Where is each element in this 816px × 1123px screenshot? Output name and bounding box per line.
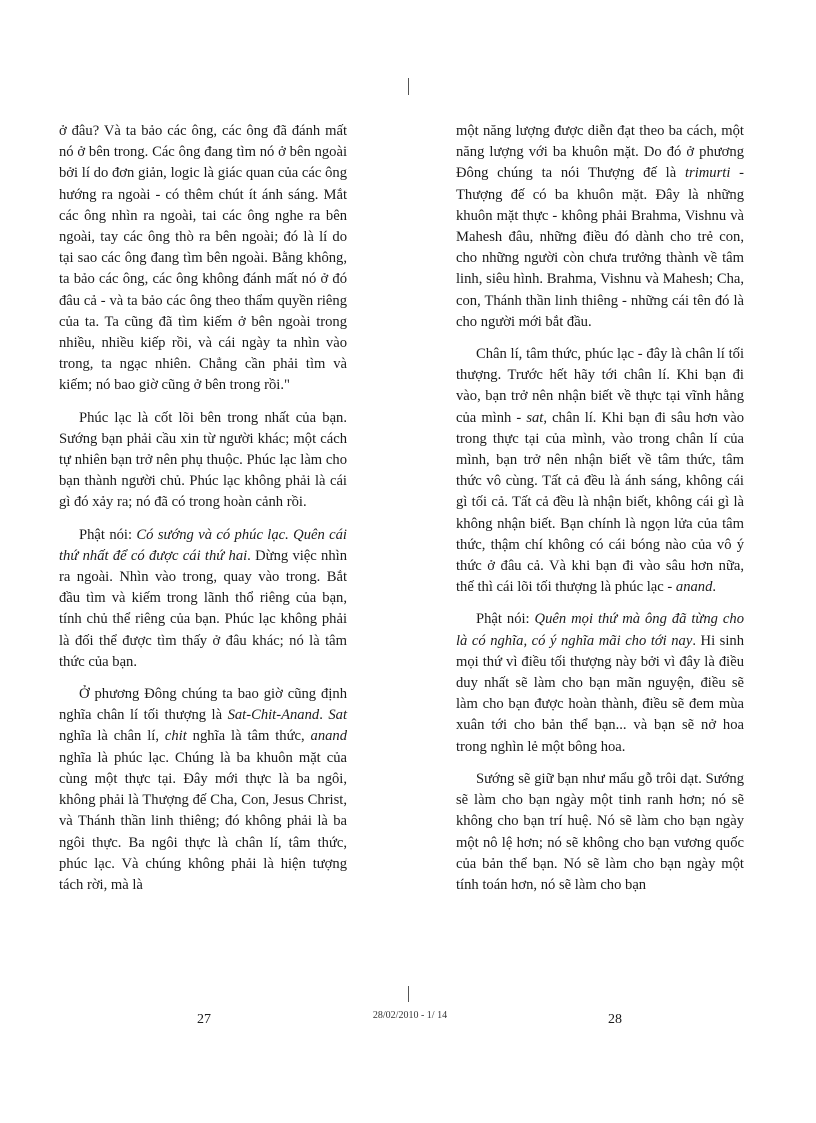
text-run: , chân lí. Khi bạn đi sâu hơn vào trong thực tại của mình, vào trong chân lí của mình, bạn trở nên nhận biết về tâm thức, tâm thức vô cùng. Tất cả đều là ánh sáng, không cái gì tối cả. Tất cả đều là nhận biết, không cái gì là không nhận biết. Bạn chính là ngọn lửa của tâm thức, thậm chí không có cái bóng nào của vô ý thức ở đâu cả. Và khi bạn đi vào sâu hơn nữa, thế thì cái lõi tối thượng là phúc lạc -: [456, 409, 745, 596]
left-page-text: [59, 121, 347, 907]
paragraph: [59, 525, 347, 673]
italic-quote: Quên mọi thứ mà ông đã từng cho là có nghĩa, có ý nghĩa mãi cho tới nay: [456, 611, 744, 649]
paragraph: ở đâu? Và ta bảo các ông, các ông đã đánh mất nó ở bên trong. Các ông đang tìm nó ở bên ngoài bởi lí do đơn giản, logic là giác quan của các ông hướng ra ngoài - có thêm chút ít ánh sáng. Mắt các ông nhìn ra ngoài, tai các ông nghe ra bên ngoài, tay các ông thò ra bên ngoài; đó là lí do tại sao các ông đang tìm bên ngoài. Bằng không, ta bảo các ông, các ông không đánh mất nó ở đó đâu cả - và ta bảo các ông theo thẩm quyền riêng của ta. Ta cũng đã tìm kiếm ở bên ngoài trong nhiều, nhiều kiếp rồi, và cái ngày ta nhìn vào trong, ta ngạc nhiên. Chẳng cần phải tìm và kiếm; nó bao giờ cũng ở bên trong rồi.": [59, 123, 347, 394]
italic-term: sat: [526, 409, 544, 426]
text-run: .: [319, 707, 329, 724]
paragraph: Phúc lạc là cốt lõi bên trong nhất của bạn. Sướng bạn phải cầu xin từ người khác; một cách tự nhiên bạn trở nên phụ thuộc. Phúc lạc làm cho bạn thành người chủ. Phúc lạc không phải là cái gì đó xảy ra; nó đã có trong hoàn cảnh rồi.: [59, 409, 347, 511]
italic-term: Sat: [328, 707, 348, 724]
text-run: Phật nói:: [79, 526, 137, 543]
italic-term: Sat-Chit-Anand: [227, 707, 320, 724]
text-run: Ở phương Đông chúng ta bao giờ cũng định nghĩa chân lí tối thượng là: [59, 686, 347, 724]
paragraph: [456, 344, 744, 598]
paragraph: Sướng sẽ giữ bạn như mẩu gỗ trôi dạt. Sướng sẽ làm cho bạn ngày một tinh ranh hơn; nó sẽ không cho bạn trí huệ. Nó sẽ làm cho bạn ngày một nô lệ hơn; nó sẽ không cho bạn vương quốc của bản thể bạn. Nó sẽ làm cho bạn ngày một tính toán hơn, nó sẽ làm cho bạn: [456, 770, 744, 893]
italic-term: anand: [310, 728, 348, 745]
italic-term: chit: [164, 728, 187, 745]
text-run: nghĩa là chân lí,: [59, 728, 165, 745]
text-run: .: [712, 579, 717, 596]
center-fold-mark-bottom: [408, 986, 409, 1002]
right-page-text: [456, 121, 744, 907]
paragraph: [456, 121, 744, 333]
page-number-right: 28: [608, 1012, 622, 1027]
text-run: một năng lượng được diễn đạt theo ba cách, một năng lượng với ba khuôn mặt. Do đó ở phương Đông chúng ta nói Thượng đế là: [456, 123, 744, 182]
text-run: . Hi sinh mọi thứ vì điều tối thượng này bởi vì đây là điều duy nhất sẽ làm cho bạn mãn nguyện, điều sẽ làm cho bạn được hoàn thành, điều sẽ đem mùa xuân tới cho bản thể bạn... và bạn sẽ nở hoa trong nghìn lẻ một bông hoa.: [456, 632, 745, 755]
text-run: - Thượng đế có ba khuôn mặt. Đây là những khuôn mặt thực - không phải Brahma, Vishnu và Mahesh đâu, những điều đó dành cho trẻ con, cho những người còn chưa trưởng thành về tâm linh, siêu hình. Brahma, Vishnu và Mahesh; Cha, con, Thánh thần linh thiêng - những cái tên đó là cho người mới bắt đầu.: [456, 165, 744, 330]
text-run: nghĩa là phúc lạc. Chúng là ba khuôn mặt của cùng một thực tại. Đây mới thực là ba ngôi, không phải là Thượng đế Cha, Con, Jesus Christ, và Thánh thần linh thiêng; đó không phải là ba ngôi thực. Ba ngôi thực là chân lí, tâm thức, phúc lạc. Và chúng không phải là hiện tượng tách rời, mà là: [59, 749, 347, 893]
italic-term: anand: [675, 579, 713, 596]
paragraph: [456, 609, 744, 757]
italic-term: trimurti: [684, 165, 731, 182]
page-number-left: 27: [197, 1012, 211, 1027]
text-run: nghĩa là tâm thức,: [186, 728, 311, 745]
date-stamp: 28/02/2010 - 1/ 14: [372, 1010, 448, 1021]
center-fold-mark-top: [408, 78, 409, 95]
text-run: . Dừng việc nhìn ra ngoài. Nhìn vào trong, quay vào trong. Bắt đầu tìm và kiếm trong lãnh thổ riêng của bạn, tính chủ thể riêng của bạn. Phúc lạc không phải là đối thể được tìm thấy ở đâu khác; nó là tâm thức của bạn.: [59, 547, 347, 670]
text-run: Phật nói:: [476, 611, 535, 628]
italic-quote: Có sướng và có phúc lạc. Quên cái thứ nhất để có được cái thứ hai: [59, 526, 347, 564]
text-run: Chân lí, tâm thức, phúc lạc - đây là chân lí tối thượng. Trước hết hãy tới chân lí. Khi bạn đi vào, bạn trở nên nhận biết về thực tại vĩnh hằng của mình -: [456, 346, 744, 426]
paragraph: [59, 684, 347, 896]
